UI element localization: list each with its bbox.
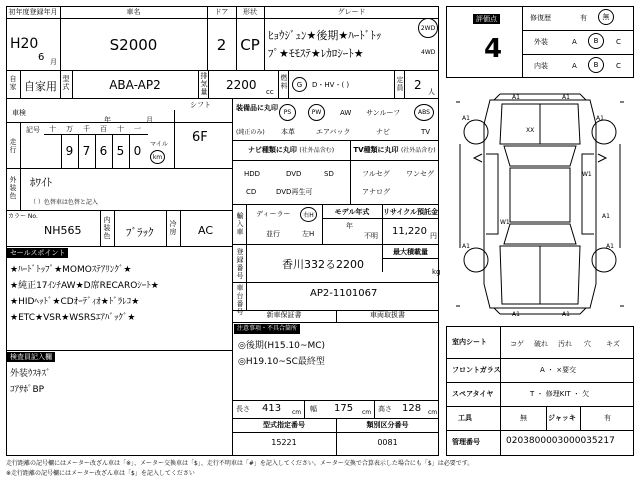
notes-header: 注意事項・不具合箇所 (234, 324, 300, 334)
cabin-tear: 破れ (534, 340, 548, 348)
interior-color-label: 内装色 (103, 216, 111, 240)
mileage-digit-5: 0 (133, 144, 142, 158)
score-label: 評価点 (473, 14, 500, 24)
tools-label: 工具 (458, 414, 472, 422)
interior-grade-b-circled: B (588, 57, 604, 73)
length-value: 413 (262, 403, 282, 414)
tools-value: 無 (520, 414, 527, 422)
mileage-digit-3: 6 (99, 144, 108, 158)
first-reg-value: H20 (10, 36, 39, 52)
inspection-year-unit: 年 (104, 116, 111, 124)
jack-label: ジャッキ (548, 414, 576, 422)
color-no-value: NH565 (44, 224, 82, 237)
warranty-label: 新車保証書 (266, 311, 302, 319)
mark-9: A1 (462, 243, 470, 250)
ac-value: AC (198, 224, 214, 237)
recycle-value: 11,220 (392, 226, 427, 237)
capacity-unit: 人 (428, 88, 435, 96)
mark-6: W1 (582, 171, 592, 178)
equip-sunroof: サンルーフ (366, 109, 401, 117)
repair-yes: 有 (580, 14, 587, 22)
mileage-digit-label: 記号 (26, 126, 40, 134)
footer-note-1: 走行距離の記号欄にはメーター改ざん車は「※」、メーター交換車は「$」、走行不明車は「#」を記入してください。メーター交換で合算表示した場合にも「$」は必要です。 (6, 460, 474, 467)
inspector-note-1: 外装ｳｽｷｽﾞ (10, 369, 51, 379)
glass-options: A ・ ×要交 (540, 366, 577, 374)
displacement-value: 2200 (226, 78, 257, 92)
door-label: ドア (214, 8, 229, 16)
mark-7: W1 (500, 219, 510, 226)
mark-5: A1 (462, 115, 470, 122)
exterior-color-label: 外装色 (9, 176, 17, 200)
navi-sd: SD (324, 170, 334, 178)
exterior-grade-a: A (572, 38, 577, 46)
navi-header: ナビ種類に丸印 (社外品含む) (247, 146, 335, 154)
management-label: 管理番号 (452, 438, 480, 446)
mark-8: A1 (602, 213, 610, 220)
cabin-hole: 穴 (584, 340, 591, 348)
jack-value: 有 (604, 414, 611, 422)
max-load-label: 最大積載量 (393, 248, 428, 256)
inspection-month-unit: 月 (146, 116, 153, 124)
exterior-grade-c: C (616, 38, 621, 46)
inspection-label: 車検 (12, 109, 26, 117)
interior-grade-a: A (572, 62, 577, 70)
exterior-grade-b-circled: B (588, 33, 604, 49)
height-unit: cm (428, 409, 438, 416)
equip-airbag: エアバック (316, 128, 351, 136)
car-name-value: S2000 (109, 36, 158, 54)
mileage-label: 走行 (9, 138, 17, 154)
model-label: 型 式 (62, 75, 70, 91)
mark-4: A1 (596, 115, 604, 122)
inspector-note-2: ｺｱｻﾎﾟBP (10, 385, 45, 395)
drive-2wd-circled: 2WD (418, 18, 438, 38)
tv-oneseg: ワンセグ (406, 170, 434, 178)
month-unit: 月 (50, 58, 57, 66)
equip-aw: AW (340, 109, 352, 117)
interior-grade-c: C (616, 62, 621, 70)
height-value: 128 (402, 403, 422, 414)
import-left: 左H (302, 230, 315, 238)
import-dealer: ディーラー (256, 210, 291, 218)
length-label: 長さ (236, 405, 250, 413)
equip-pw-circled: PW (308, 104, 325, 121)
class-label: 類別区分番号 (366, 421, 409, 429)
displacement-unit: cc (266, 88, 274, 96)
mileage-unit-1: 十 (49, 125, 56, 133)
mark-10: A1 (606, 243, 614, 250)
cabin-dirt: 汚れ (558, 340, 572, 348)
drive-4wd: 4WD (421, 49, 436, 56)
glass-label: フロントガラス (452, 366, 501, 374)
model-year-unknown: 不明 (364, 232, 378, 240)
cabin-scratch: キズ (606, 340, 620, 348)
import-label: 輸入車 (236, 212, 244, 236)
management-value: 0203800003000035217 (506, 436, 615, 446)
shift-label: シフト (190, 101, 211, 109)
spare-label: スペアタイヤ (452, 390, 494, 398)
chassis-value: AP2-1101067 (310, 288, 378, 299)
registration-label: 登録番号 (236, 248, 244, 280)
use-label: 自 家 (9, 75, 17, 91)
tv-fullseg: フルセグ (362, 170, 390, 178)
model-year-unit: 年 (346, 222, 353, 230)
sales-point-4: ★ETC★VSR★WSRSｴｱﾊﾞｯｸﾞ★ (10, 313, 136, 323)
fuel-label: 燃料 (280, 74, 288, 90)
repair-no-circled: 無 (598, 9, 614, 25)
score-value: 4 (484, 34, 503, 64)
grade-line-1: ﾋｮｳｼﾞｭﾝ★後期★ﾊｰﾄﾞﾄｯ (268, 29, 382, 42)
interior-grade-label: 内装 (534, 62, 548, 70)
width-unit: cm (362, 409, 372, 416)
model-value: ABA-AP2 (109, 78, 161, 92)
fuel-options: D・HV・( ) (312, 81, 350, 89)
mileage-digit-2: 7 (82, 144, 91, 158)
ac-label: 冷房 (169, 220, 177, 236)
length-unit: cm (292, 409, 302, 416)
sales-point-2: ★純正17ｲﾝﾁAW★D席RECAROｼｰﾄ★ (10, 281, 159, 291)
first-reg-label: 初年度登録年月 (8, 8, 58, 16)
mileage-digit-grid (44, 124, 148, 168)
navi-dvd: DVD (286, 170, 302, 178)
mark-1: A1 (512, 94, 520, 101)
equip-tv: TV (421, 128, 431, 136)
color-no-label: カラー No. (8, 213, 38, 220)
mark-2: A1 (562, 94, 570, 101)
mileage-unit-5: 十 (117, 125, 124, 133)
equip-ps-circled: PS (279, 104, 296, 121)
mark-3: XX (526, 127, 535, 134)
cabin-label: 室内シート (452, 338, 487, 346)
use-value: 自家用 (24, 80, 57, 93)
class-value: 0081 (377, 438, 398, 447)
first-reg-month: 6 (38, 52, 45, 63)
recycle-unit: 円 (430, 232, 437, 240)
cabin-burn: コゲ (510, 340, 524, 348)
mark-11: A1 (512, 311, 520, 318)
displacement-label: 排気量 (200, 72, 208, 96)
tv-header: TV種類に丸印 (社外品含む) (353, 146, 436, 154)
exterior-color-note: （ ）色替車は色替と記入 (30, 199, 98, 206)
note-1: ◎後期(H15.10~MC) (238, 341, 325, 351)
grade-label: グレード (337, 8, 366, 16)
capacity-label: 定員 (396, 76, 404, 92)
equip-navi: ナビ (376, 128, 390, 136)
spare-options: T ・ 修理KIT ・ 欠 (530, 390, 590, 398)
max-load-unit: kg (432, 268, 441, 276)
width-value: 175 (334, 403, 354, 414)
mileage-unit-4: 百 (100, 125, 107, 133)
recycle-label: リサイクル預託金 (382, 208, 439, 216)
exterior-color-value: ﾎﾜｲﾄ (30, 176, 52, 189)
km-circled: km (150, 150, 165, 164)
designation-label: 型式指定番号 (263, 421, 305, 429)
footer-note-2: ※走行距離の記号欄にはメーター改ざん車は「$」を記入してください (6, 470, 195, 477)
height-label: 高さ (378, 405, 392, 413)
sales-point-1: ★ﾊｰﾄﾞﾄｯﾌﾟ★MOMOｽﾃｱﾘﾝｸﾞ★ (10, 265, 132, 275)
mark-12: A1 (562, 311, 570, 318)
note-2: ◎H19.10~SC最終型 (238, 357, 325, 367)
manual-label: 車両取扱書 (370, 311, 405, 319)
import-right-circled: 右H (300, 207, 317, 222)
repair-label: 修復歴 (530, 14, 551, 22)
designation-value: 15221 (271, 438, 297, 447)
equipment-label: 装備品に丸印 (236, 104, 278, 112)
sales-point-3: ★HIDﾍｯﾄﾞ★CDｵｰﾃﾞｨｵ★ﾄﾞﾗﾚｺ★ (10, 297, 140, 307)
grade-line-2: ﾌﾟ★ﾓﾓｽﾃ★ﾚｶﾛｼｰﾄ★ (268, 47, 364, 60)
inspector-header: 検査員記入欄 (7, 352, 55, 362)
exterior-grade-label: 外装 (534, 38, 548, 46)
mileage-digit-1: 9 (65, 144, 74, 158)
equip-abs-circled: ABS (414, 104, 434, 121)
shift-value: 6F (192, 130, 208, 145)
navi-cd: CD (246, 188, 257, 196)
capacity-value: 2 (414, 78, 422, 92)
interior-color-value: ﾌﾞﾗｯｸ (126, 226, 154, 239)
mile-label: マイル (150, 141, 168, 148)
import-parallel: 並行 (266, 230, 280, 238)
navi-hdd: HDD (244, 170, 261, 178)
car-name-label: 車名 (126, 8, 141, 16)
mileage-digit-4: 5 (116, 144, 125, 158)
chassis-label: 車台番号 (236, 284, 244, 316)
width-label: 幅 (310, 405, 317, 413)
fuel-gasoline-circled: G (292, 77, 307, 92)
mileage-unit-6: 一 (134, 125, 141, 133)
equip-leather: 本革 (281, 128, 295, 136)
registration-value: 香川332る2200 (282, 258, 364, 271)
door-value: 2 (216, 36, 227, 54)
equipment-sub: (純正のみ) (236, 129, 265, 136)
mileage-unit-3: 千 (83, 125, 90, 133)
car-diagram (446, 84, 634, 324)
tv-analog: アナログ (362, 188, 390, 196)
sales-points-header: セールスポイント (7, 248, 68, 258)
shape-label: 形状 (243, 8, 257, 16)
model-year-label: モデル年式 (334, 208, 370, 216)
navi-dvd-play: DVD再生可 (276, 188, 313, 196)
shape-value: CP (240, 36, 260, 54)
mileage-unit-2: 万 (66, 125, 73, 133)
